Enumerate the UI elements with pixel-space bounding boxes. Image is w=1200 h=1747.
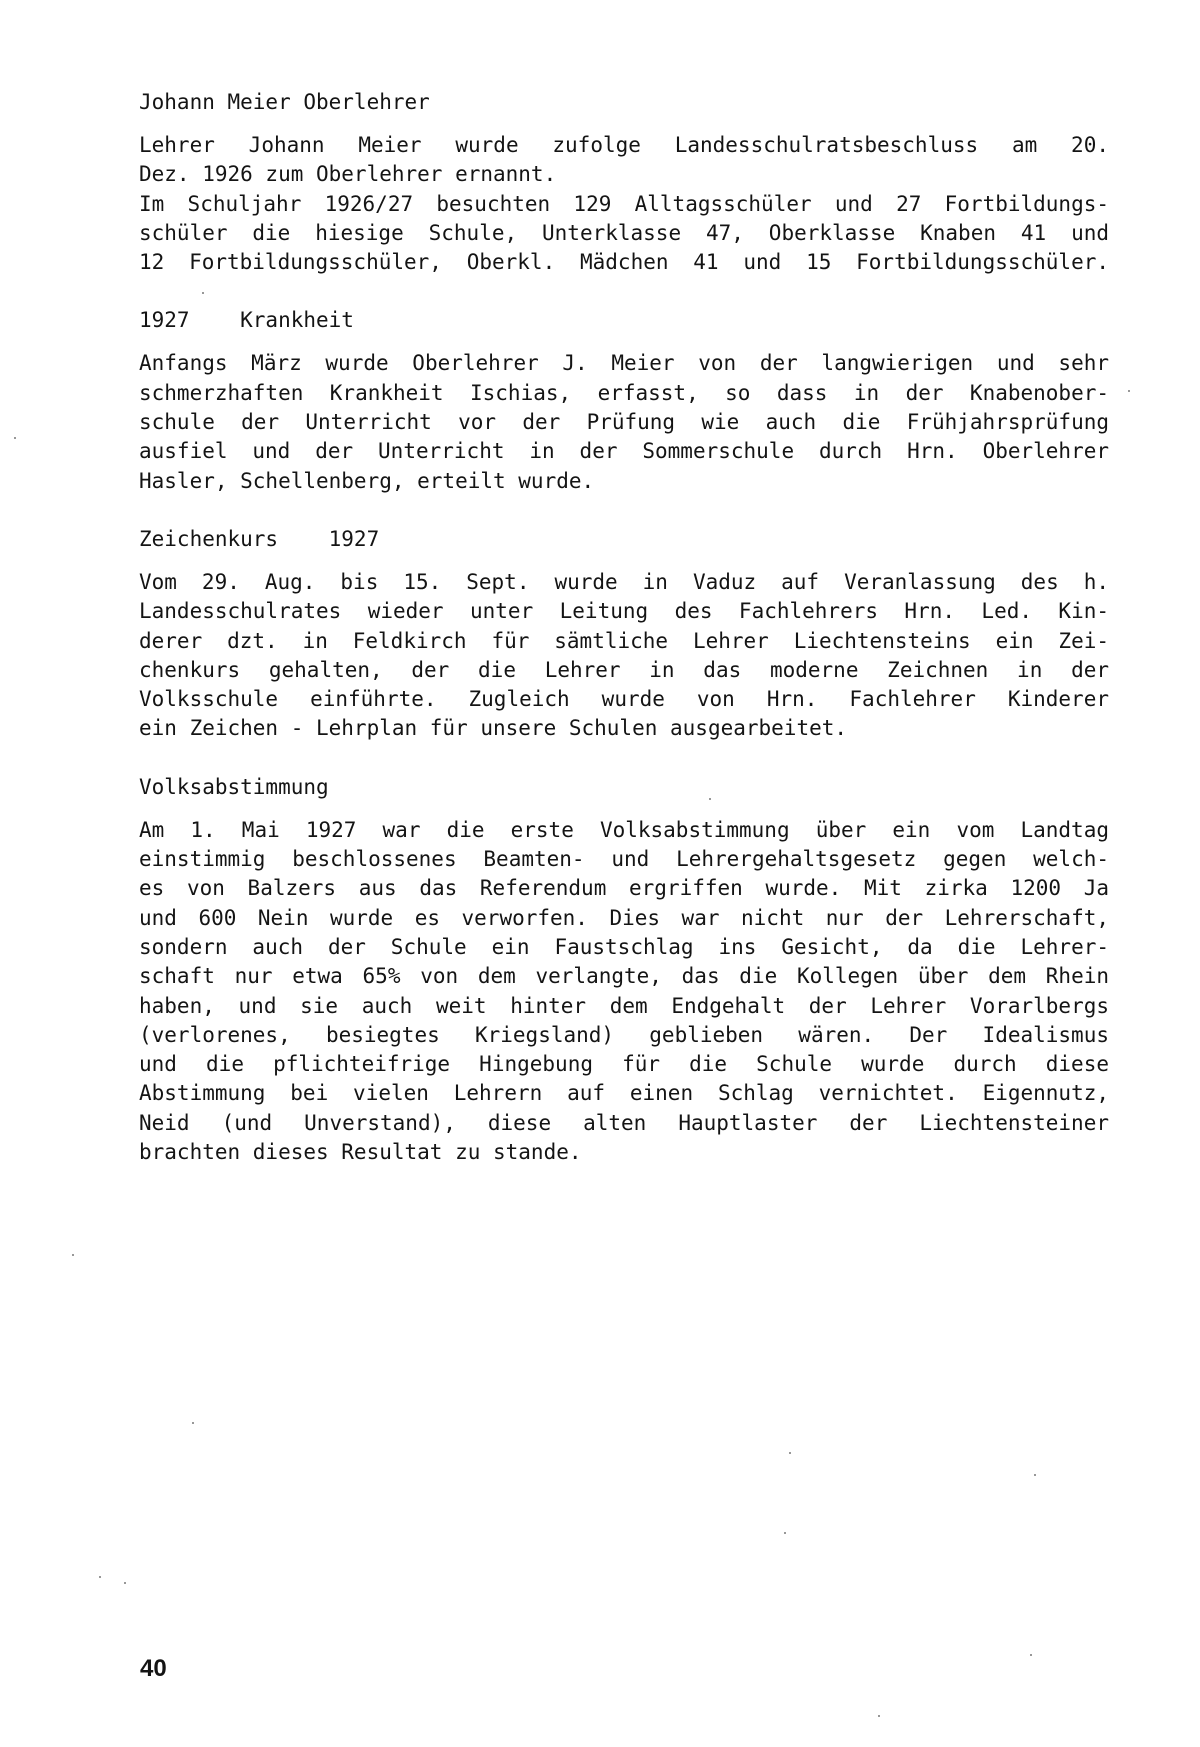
section-volksabstimmung [139,773,1109,1168]
text-line: Lehrer Johann Meier wurde zufolge Landesschulratsbeschluss am 20. [139,133,1109,157]
text-line: es von Balzers aus das Referendum ergriffen wurde. Mit zirka 1200 Ja [139,876,1109,901]
section-heading: Zeichenkurs 1927 [139,526,380,551]
text-line: Am 1. Mai 1927 war die erste Volksabstimmung über ein vom Landtag [139,817,1109,842]
text-line: schaft nur etwa 65% von dem verlangte, das die Kollegen über dem Rhein [139,964,1109,989]
scan-speck [789,1452,791,1454]
text-line: ein Zeichen - Lehrplan für unsere Schulen ausgearbeitet. [139,716,848,741]
section-johann-meier [139,88,1109,277]
text-column [139,88,1109,1167]
scan-speck [709,798,711,800]
scan-speck [202,292,204,294]
text-line: chenkurs gehalten, der die Lehrer in das moderne Zeichnen in der [139,657,1109,682]
text-line: und 600 Nein wurde es verworfen. Dies war nicht nur der Lehrerschaft, [139,905,1109,930]
text-line: schule der Unterricht vor der Prüfung wie auch die Frühjahrsprüfung [139,410,1109,435]
text-line: derer dzt. in Feldkirch für sämtliche Lehrer Liechtensteins ein Zei- [139,628,1109,653]
text-line: ausfiel und der Unterricht in der Sommerschule durch Hrn. Oberlehrer [139,439,1109,464]
scan-speck [1030,1654,1032,1656]
paragraph [139,568,1109,744]
text-line: Vom 29. Aug. bis 15. Sept. wurde in Vaduz auf Veranlassung des h. [139,569,1109,594]
text-line: schüler die hiesige Schule, Unterklasse 47, Oberklasse Knaben 41 und [139,220,1109,245]
text-line: Landesschulrates wieder unter Leitung des Fachlehrers Hrn. Led. Kin- [139,599,1109,624]
text-line: und die pflichteifrige Hingebung für die Schule wurde durch diese [139,1052,1109,1077]
text-line: haben, und sie auch weit hinter dem Endgehalt der Lehrer Vorarlbergs [139,993,1109,1018]
text-line: 12 Fortbildungsschüler, Oberkl. Mädchen 41 und 15 Fortbildungsschüler. [139,250,1109,275]
section-zeichenkurs [139,525,1109,744]
page-number: 40 [140,1655,167,1682]
scan-speck [1128,390,1130,392]
scan-speck [878,1715,880,1717]
scan-speck [14,437,16,439]
text-line: sondern auch der Schule ein Faustschlag ins Gesicht, da die Lehrer- [139,934,1109,959]
text-line: Im Schuljahr 1926/27 besuchten 129 Alltagsschüler und 27 Fortbildungs- [139,191,1109,216]
section-heading: 1927 Krankheit [139,308,354,333]
scan-speck [1034,1474,1036,1476]
scan-speck [784,1532,786,1534]
text-line: brachten dieses Resultat zu stande. [139,1140,582,1165]
paragraph [139,131,1109,277]
text-line: (verlorenes, besiegtes Kriegsland) geblieben wären. Der Idealismus [139,1022,1109,1047]
section-heading: Johann Meier Oberlehrer [139,90,430,114]
text-line: schmerzhaften Krankheit Ischias, erfasst, so dass in der Knabenober- [139,380,1109,405]
text-line: einstimmig beschlossenes Beamten- und Lehrergehaltsgesetz gegen welch- [139,847,1109,872]
text-line: Anfangs März wurde Oberlehrer J. Meier von der langwierigen und sehr [139,351,1109,376]
scan-speck [72,1254,74,1256]
scan-speck [99,1576,101,1578]
text-line: Dez. 1926 zum Oberlehrer ernannt. [139,162,557,187]
scan-speck [124,1582,126,1584]
text-line: Volksschule einführte. Zugleich wurde von Hrn. Fachlehrer Kinderer [139,687,1109,712]
section-heading: Volksabstimmung [139,774,329,799]
text-line: Neid (und Unverstand), diese alten Hauptlaster der Liechtensteiner [139,1110,1109,1135]
section-krankheit [139,306,1109,495]
paragraph [139,349,1109,495]
text-line: Hasler, Schellenberg, erteilt wurde. [139,468,595,493]
scan-speck [192,1422,194,1424]
text-line: Abstimmung bei vielen Lehrern auf einen Schlag vernichtet. Eigennutz, [139,1081,1109,1106]
paragraph [139,816,1109,1168]
